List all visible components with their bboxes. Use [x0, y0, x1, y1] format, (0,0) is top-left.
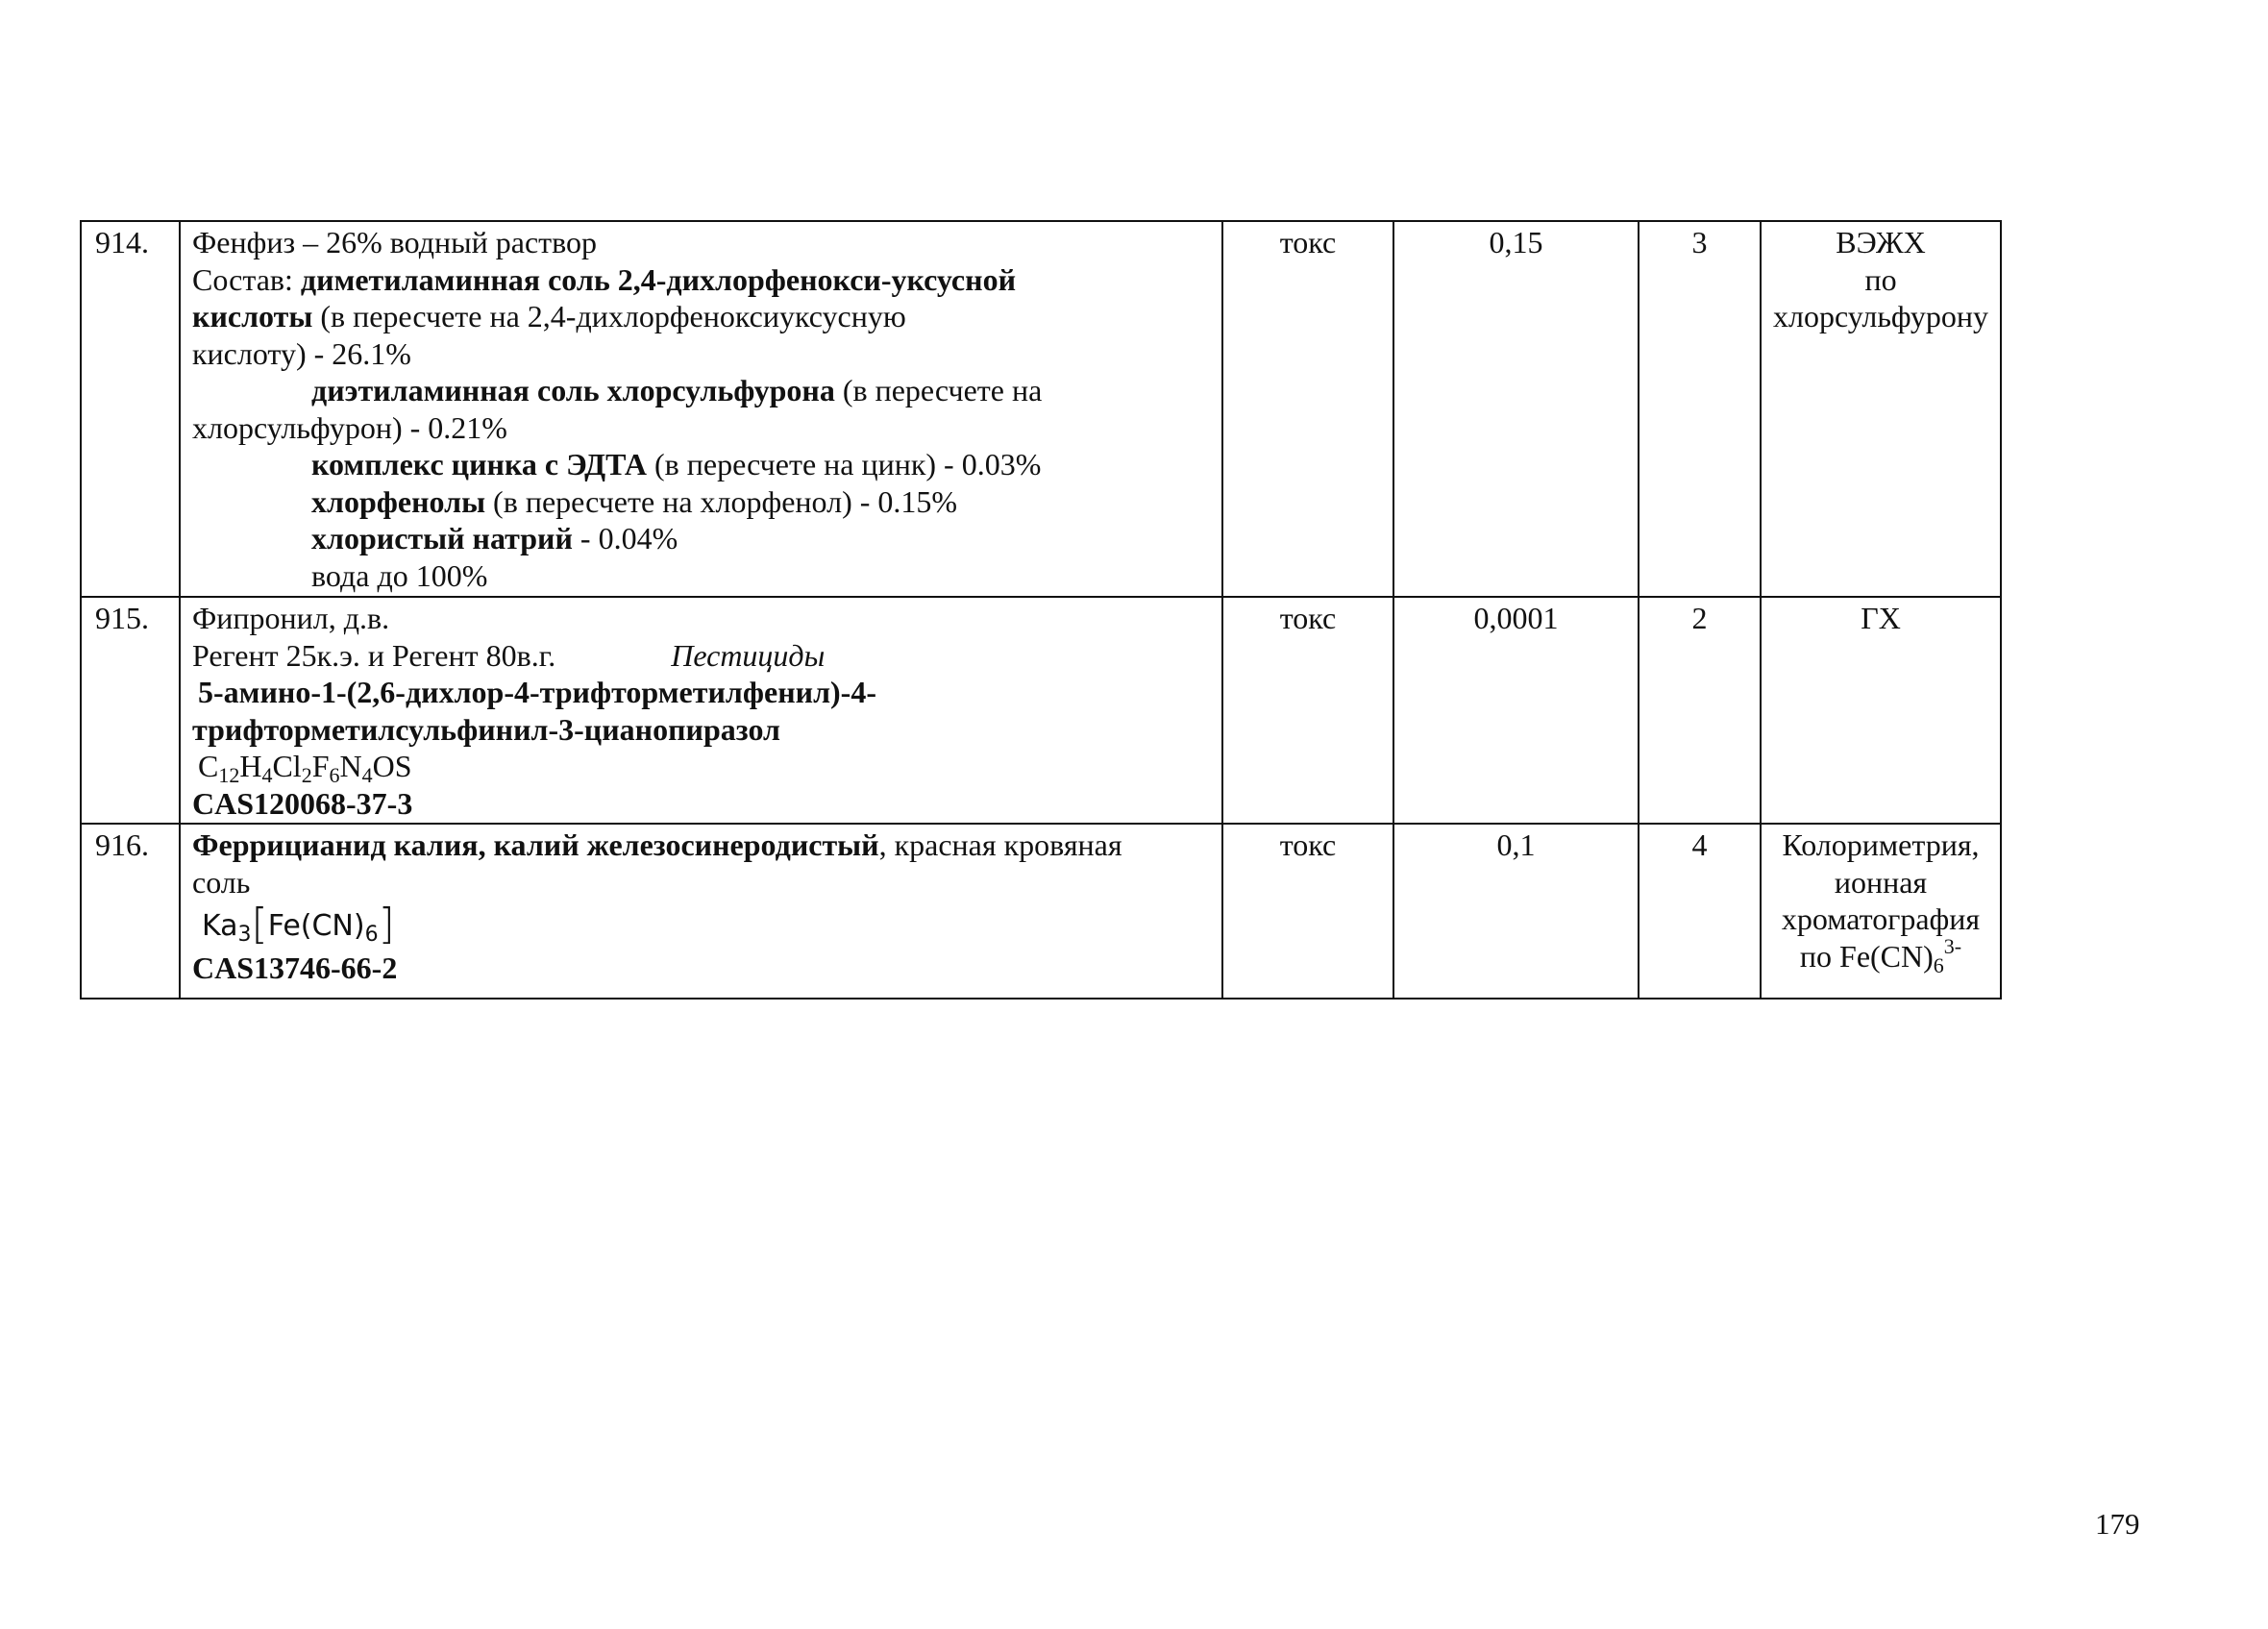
cas-number: CAS120068-37-3 [192, 785, 413, 821]
page-number: 179 [2095, 1507, 2140, 1541]
indicator-cell: токс [1222, 824, 1393, 999]
substance-description [180, 824, 1222, 999]
chemical-name-line-2: трифторметилсульфинил-3-цианопиразол [192, 711, 780, 747]
category-label: Пестициды [671, 637, 826, 673]
row-number: 915. [81, 597, 180, 824]
substance-title: Феррицианид калия, калий железосинеродистый, красная кровяная [192, 827, 1122, 862]
row-number: 916. [81, 824, 180, 999]
table-row-916 [81, 824, 2001, 999]
value-cell: 0,1 [1393, 824, 1639, 999]
substance-description [180, 597, 1222, 824]
cas-number: CAS13746-66-2 [192, 950, 398, 985]
chemical-formula: $C_{12}H_4Cl_2F_6N_4OS$ [198, 749, 412, 787]
composition-line-5: хлорсульфурон) - 0.21% [192, 409, 507, 445]
chemical-formula: $Ka_3[Fe(CN)_6]$ [202, 900, 395, 949]
method-cell: Колориметрия, ионная хроматография по $Fe(CN)_6^{3-}$ [1761, 824, 2001, 999]
trade-names: Регент 25к.э. и Регент 80в.г. Пестициды [192, 637, 826, 673]
substance-description [180, 221, 1222, 597]
composition-line-1: Состав: диметиламинная соль 2,4-дихлорфенокси-уксусной [192, 261, 1016, 297]
composition-line-2: кислоты (в пересчете на 2,4-дихлорфеноксиуксусную [192, 299, 906, 333]
hazard-class-cell: 4 [1639, 824, 1761, 999]
composition-line-6: комплекс цинка с ЭДТА (в пересчете на цинк) - 0.03% [311, 447, 1042, 481]
method-formula: по $Fe(CN)_6^{3-}$ [1799, 933, 1962, 977]
indicator-cell: токс [1222, 597, 1393, 824]
table-row-915 [81, 597, 2001, 824]
composition-line-4: диэтиламинная соль хлорсульфурона (в пересчете на [311, 373, 1043, 407]
method-cell: ГХ [1761, 597, 2001, 824]
indicator-cell: токс [1222, 221, 1393, 597]
substances-table [80, 220, 2002, 1000]
table-row-914 [81, 221, 2001, 597]
composition-line-9: вода до 100% [311, 557, 488, 593]
substance-title-tail: соль [192, 864, 251, 900]
composition-line-8: хлористый натрий - 0.04% [311, 521, 678, 555]
substance-title: Фипронил, д.в. [192, 601, 390, 635]
chemical-name-line-1: 5-амино-1-(2,6-дихлор-4-трифторметилфенил)-4- [198, 675, 876, 709]
value-cell: 0,15 [1393, 221, 1639, 597]
substance-title: Фенфиз – 26% водный раствор [192, 225, 598, 259]
composition-line-7: хлорфенолы (в пересчете на хлорфенол) - 0.15% [311, 483, 958, 519]
value-cell: 0,0001 [1393, 597, 1639, 824]
method-cell: ВЭЖХ по хлорсульфурону [1761, 221, 2001, 597]
hazard-class-cell: 2 [1639, 597, 1761, 824]
composition-line-3: кислоту) - 26.1% [192, 335, 411, 371]
hazard-class-cell: 3 [1639, 221, 1761, 597]
row-number: 914. [81, 221, 180, 597]
